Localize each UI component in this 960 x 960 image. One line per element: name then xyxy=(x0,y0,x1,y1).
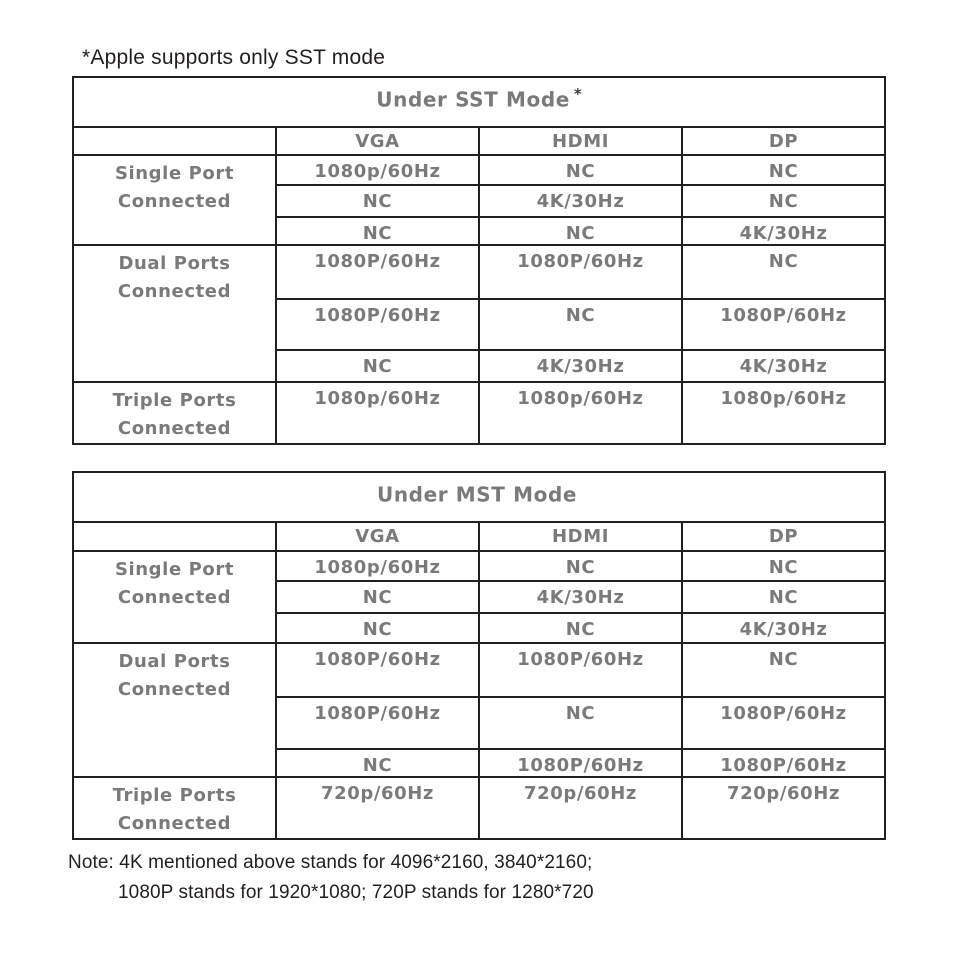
cell-value: NC xyxy=(479,155,682,185)
mst-corner-cell xyxy=(73,522,276,551)
cell-value: NC xyxy=(682,551,885,581)
sst-mode-table xyxy=(72,76,886,445)
label-line: Triple Ports xyxy=(112,785,237,806)
table-row xyxy=(73,155,885,185)
cell-value: 1080P/60Hz xyxy=(479,749,682,777)
table-row xyxy=(73,777,885,839)
sst-title-text: Under SST Mode xyxy=(376,87,570,112)
table-row xyxy=(73,643,885,697)
cell-value: 4K/30Hz xyxy=(479,581,682,613)
apple-sst-note: *Apple supports only SST mode xyxy=(82,46,386,69)
cell-value: 4K/30Hz xyxy=(682,350,885,382)
sst-col-header-vga: VGA xyxy=(276,127,479,155)
label-line: Triple Ports xyxy=(112,390,237,411)
cell-value: NC xyxy=(479,299,682,350)
table-row xyxy=(73,245,885,299)
sst-corner-cell xyxy=(73,127,276,155)
cell-value: NC xyxy=(479,217,682,245)
cell-value: NC xyxy=(479,697,682,749)
cell-value: 1080p/60Hz xyxy=(479,382,682,444)
cell-value: NC xyxy=(276,350,479,382)
cell-value: 1080P/60Hz xyxy=(682,697,885,749)
cell-value: 1080p/60Hz xyxy=(276,382,479,444)
cell-value: 1080p/60Hz xyxy=(682,382,885,444)
mst-single-port-label xyxy=(73,551,276,643)
label-line: Dual Ports xyxy=(118,253,231,274)
cell-value: NC xyxy=(479,551,682,581)
label-line: Connected xyxy=(117,813,232,834)
table-row xyxy=(73,551,885,581)
sst-table-title xyxy=(73,77,885,127)
cell-value: NC xyxy=(682,643,885,697)
mst-title-text: Under MST Mode xyxy=(377,482,578,507)
sst-title-asterisk: * xyxy=(573,85,582,103)
cell-value: 4K/30Hz xyxy=(479,185,682,217)
label-line: Single Port xyxy=(114,559,235,580)
label-line: Connected xyxy=(117,679,232,700)
sst-col-header-dp: DP xyxy=(682,127,885,155)
cell-value: NC xyxy=(682,581,885,613)
cell-value: 1080P/60Hz xyxy=(276,245,479,299)
cell-value: 1080P/60Hz xyxy=(682,749,885,777)
cell-value: 1080P/60Hz xyxy=(276,697,479,749)
resolution-footnote xyxy=(68,848,594,908)
cell-value: NC xyxy=(276,749,479,777)
cell-value: NC xyxy=(682,245,885,299)
cell-value: 720p/60Hz xyxy=(276,777,479,839)
cell-value: 1080P/60Hz xyxy=(479,245,682,299)
table-row xyxy=(73,382,885,444)
cell-value: 4K/30Hz xyxy=(682,217,885,245)
sst-col-header-hdmi: HDMI xyxy=(479,127,682,155)
sst-dual-ports-label xyxy=(73,245,276,382)
cell-value: 4K/30Hz xyxy=(682,613,885,643)
cell-value: NC xyxy=(276,581,479,613)
mst-col-header-vga: VGA xyxy=(276,522,479,551)
sst-single-port-label xyxy=(73,155,276,245)
cell-value: NC xyxy=(479,613,682,643)
cell-value: 1080P/60Hz xyxy=(479,643,682,697)
cell-value: 1080p/60Hz xyxy=(276,155,479,185)
cell-value: NC xyxy=(276,613,479,643)
mst-dual-ports-label xyxy=(73,643,276,777)
cell-value: NC xyxy=(682,155,885,185)
cell-value: NC xyxy=(682,185,885,217)
footnote-line-2: 1080P stands for 1920*1080; 720P stands for 1280*720 xyxy=(118,882,594,903)
label-line: Connected xyxy=(117,418,232,439)
label-line: Dual Ports xyxy=(118,651,231,672)
cell-value: NC xyxy=(276,185,479,217)
cell-value: 4K/30Hz xyxy=(479,350,682,382)
cell-value: 1080P/60Hz xyxy=(682,299,885,350)
cell-value: 1080p/60Hz xyxy=(276,551,479,581)
label-line: Connected xyxy=(117,191,232,212)
label-line: Connected xyxy=(117,281,232,302)
cell-value: NC xyxy=(276,217,479,245)
mst-mode-table xyxy=(72,471,886,840)
mst-col-header-hdmi: HDMI xyxy=(479,522,682,551)
footnote-line-1: Note: 4K mentioned above stands for 4096*2160, 3840*2160; xyxy=(68,852,593,873)
label-line: Single Port xyxy=(114,163,235,184)
label-line: Connected xyxy=(117,587,232,608)
mst-col-header-dp: DP xyxy=(682,522,885,551)
cell-value: 1080P/60Hz xyxy=(276,299,479,350)
cell-value: 1080P/60Hz xyxy=(276,643,479,697)
sst-triple-ports-label xyxy=(73,382,276,444)
cell-value: 720p/60Hz xyxy=(479,777,682,839)
mst-triple-ports-label xyxy=(73,777,276,839)
cell-value: 720p/60Hz xyxy=(682,777,885,839)
mst-table-title xyxy=(73,472,885,522)
